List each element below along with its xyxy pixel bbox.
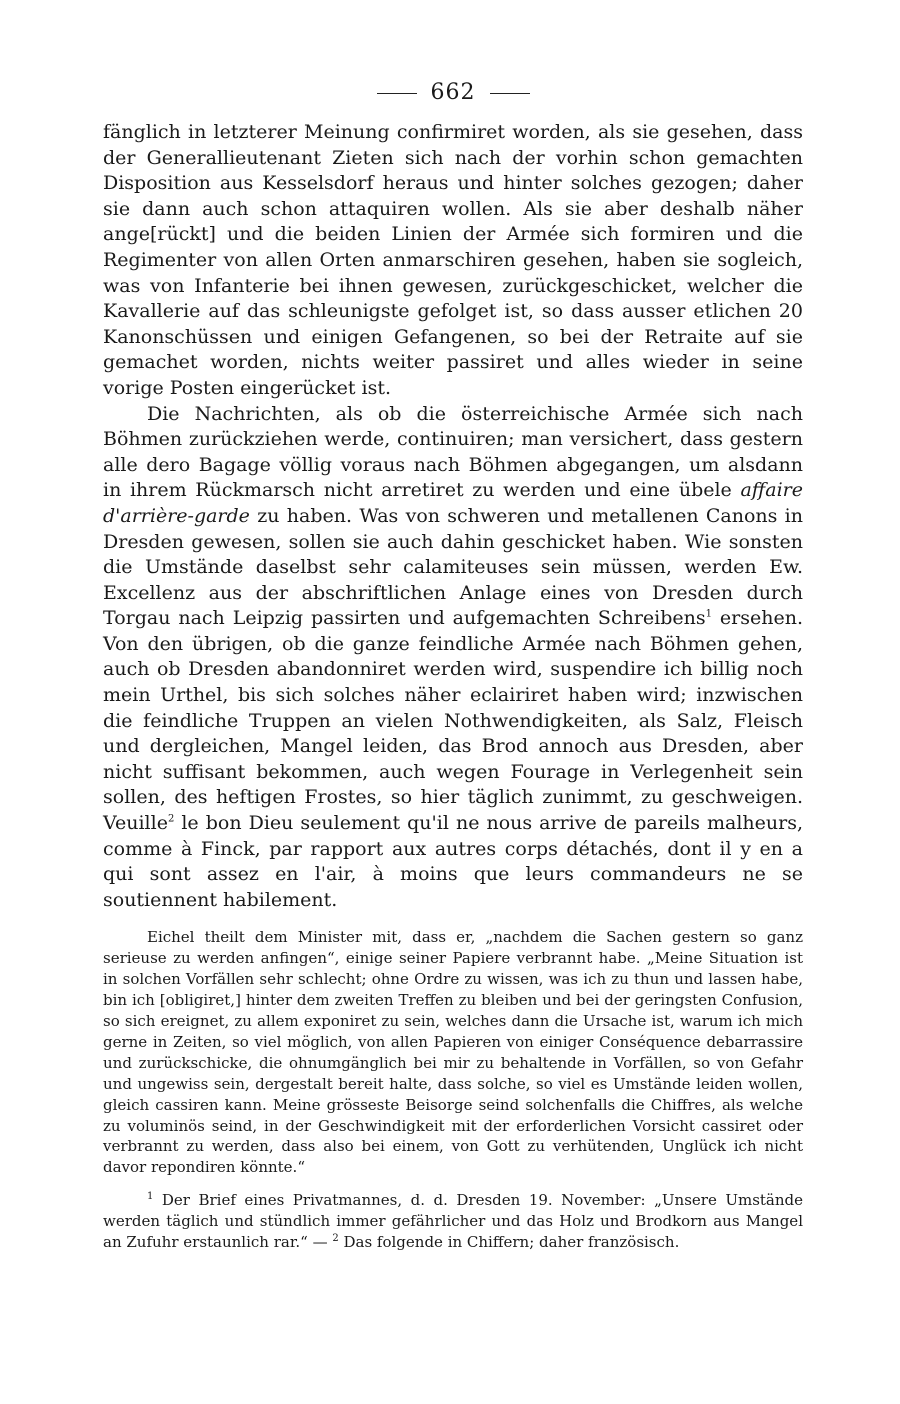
footnote-ref-2: 2 [167,813,175,825]
header-dash-right [490,93,530,94]
main-text [103,120,803,913]
paragraph-2-part-4: le bon Dieu seulement qu'il ne nous arrive de pareils malheurs, comme à Finck, par rapport aux autres corps détachés, dont il y en a qui sont assez en l'air, à moins que leurs commandeurs ne se soutiennent habilement. [103,812,803,911]
editorial-note: Eichel theilt dem Minister mit, dass er, „nachdem die Sachen gestern so ganz serieuse zu werden anfingen“, einige seiner Papiere verbrannt habe. „Meine Situation ist in solchen Vorfällen sehr schlecht; ohne Ordre zu wissen, was ich zu thun und lassen habe, bin ich [obligiret,] hinter dem zweiten Treffen zu bleiben und bei der geringsten Confusion, so sich ereignet, zu allem exponiret zu sein, welches dann die Ursache ist, warum ich mich gerne in Zeiten, so viel möglich, von allen Papieren von einiger Conséquence debarrassire und zurückschicke, die ohnumgänglich bei mir zu behaltende in Vorfällen, so von Gefahr und ungewiss sein, dergestalt bereit halte, dass solche, so viel es Umstände leiden wollen, gleich cassiren kann. Meine grösseste Beisorge seind solchenfalls die Chiffres, als welche zu voluminös seind, in der Geschwindigkeit mit der erforderlichen Vorsicht cassiret oder verbrannt zu werden, dass also bei einem, von Gott zu verhütenden, Unglück ich nicht davor repondiren könnte.“ [103,928,803,1177]
paragraph-2-italic-phrase: affaire d'arrière-garde [103,479,803,527]
footnotes [103,1190,803,1253]
page-number: 662 [430,80,476,105]
paragraph-2 [103,402,803,914]
footnote-2-marker: 2 [332,1233,339,1245]
paragraph-1: fänglich in letzterer Meinung confirmiret worden, als sie gesehen, dass der Generallieutenant Zieten sich nach der vorhin schon gemachten Disposition aus Kesselsdorf heraus und hinter solches gezogen; daher sie dann auch schon attaquiren wollen. Als sie aber deshalb näher ange[rückt] und die beiden Linien der Armée sich formiren und die Regimenter von allen Orten anmarschiren gesehen, haben sie sogleich, was von Infanterie bei ihnen gewesen, zurückgeschicket, welcher die Kavallerie auf das schleunigste gefolget ist, so dass ausser etlichen 20 Kanonschüssen und einigen Gefangenen, so bei der Retraite auf sie gemachet worden, nichts weiter passiret und alles wieder in seine vorige Posten eingerücket ist. [103,121,803,399]
paragraph-2-part-1: Die Nachrichten, als ob die österreichische Armée sich nach Böhmen zurückziehen werde, continuiren; man versichert, dass gestern alle dero Bagage völlig voraus nach Böhmen abgegangen, um alsdann in ihrem Rückmarsch nicht arretiret zu werden und eine übele [103,402,803,502]
header-dash-left [377,93,417,94]
footnote-1-marker: 1 [147,1191,154,1203]
footnote-1-text: Der Brief eines Privatmannes, d. d. Dresden 19. November: „Unsere Umstände werden täglich und stündlich immer gefährlicher und das Holz und Brodkorn aus Mangel an Zufuhr erstaunlich rar.“ — [103,1191,803,1252]
document-page [103,78,803,1253]
page-header [103,78,803,120]
footnote-ref-1: 1 [705,608,712,620]
paragraph-2-part-3: ersehen. Von den übrigen, ob die ganze feindliche Armée nach Böhmen gehen, auch ob Dresden abandonniret werden wird, suspendire ich billig noch mein Urthel, bis sich solches näher eclairiret haben wird; inzwischen die feindliche Truppen an vielen Nothwendigkeiten, als Salz, Fleisch und dergleichen, Mangel leiden, das Brod annoch aus Dresden, aber nicht suffisant bekommen, auch wegen Fourage in Verlegenheit sein sollen, des heftigen Frostes, so hier täglich zunimmt, zu geschweigen. Veuille [103,607,803,835]
paragraph-2-part-2: zu haben. Was von schweren und metallenen Canons in Dresden gewesen, sollen sie auch dahin geschicket haben. Wie sonsten die Umstände daselbst sehr calamiteuses sein müssen, werden Ew. Excellenz aus der abschriftlichen Anlage eines von Dresden durch Torgau nach Leipzig passirten und aufgemachten Schreibens [103,504,803,630]
footnote-2-text: Das folgende in Chiffern; daher französisch. [338,1233,680,1252]
